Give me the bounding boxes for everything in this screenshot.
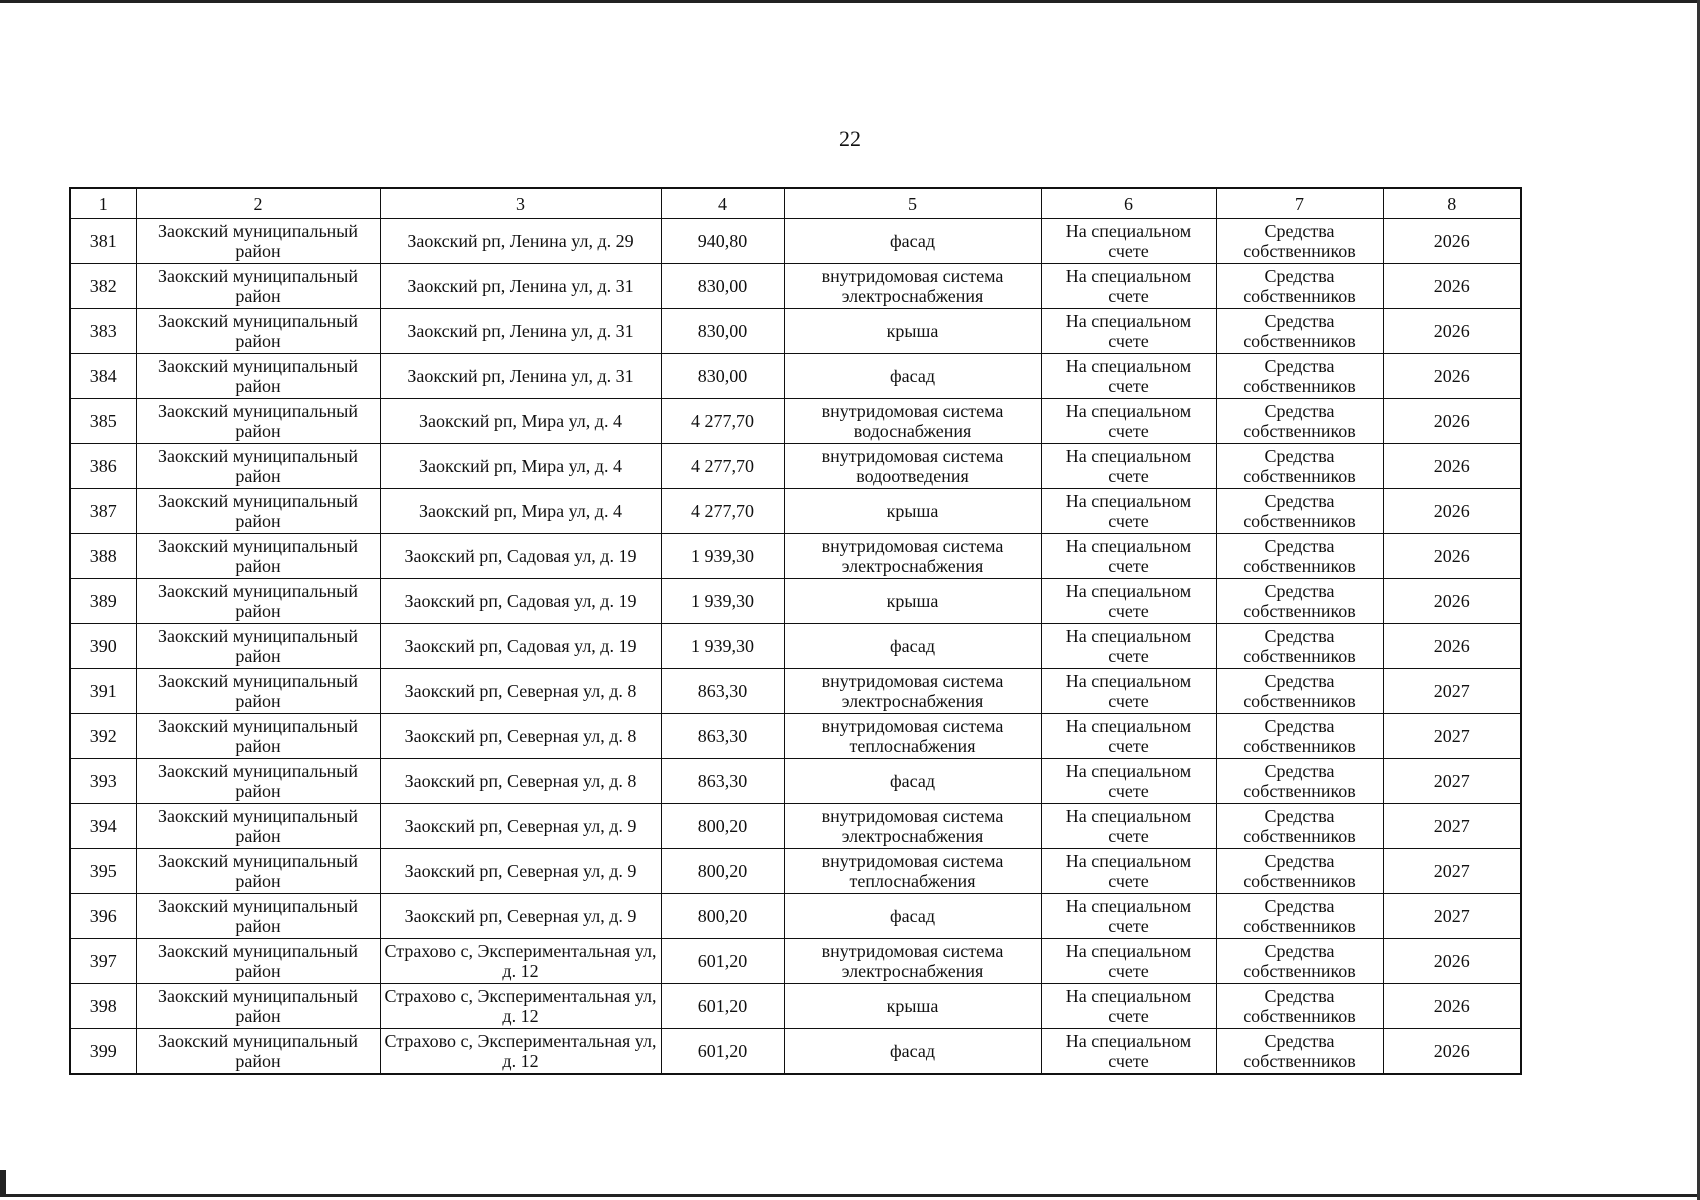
address-cell: Заокский рп, Ленина ул, д. 31 bbox=[380, 354, 661, 399]
account-type-cell: На специальном счете bbox=[1041, 849, 1216, 894]
account-type-cell: На специальном счете bbox=[1041, 804, 1216, 849]
address-cell: Заокский рп, Ленина ул, д. 31 bbox=[380, 309, 661, 354]
column-number-header: 7 bbox=[1216, 188, 1383, 219]
funding-source-cell: Средства собственников bbox=[1216, 849, 1383, 894]
column-number-header-row bbox=[70, 188, 1521, 219]
account-type-cell: На специальном счете bbox=[1041, 714, 1216, 759]
table-row bbox=[70, 219, 1521, 264]
address-cell: Заокский рп, Садовая ул, д. 19 bbox=[380, 579, 661, 624]
work-type-cell: внутридомовая система электроснабжения bbox=[784, 804, 1041, 849]
district-cell: Заокский муниципальный район bbox=[136, 894, 380, 939]
row-number-cell: 389 bbox=[70, 579, 136, 624]
table-row bbox=[70, 804, 1521, 849]
row-number-cell: 394 bbox=[70, 804, 136, 849]
district-cell: Заокский муниципальный район bbox=[136, 984, 380, 1029]
address-cell: Заокский рп, Северная ул, д. 8 bbox=[380, 669, 661, 714]
address-cell: Страхово с, Экспериментальная ул, д. 12 bbox=[380, 1029, 661, 1075]
row-number-cell: 382 bbox=[70, 264, 136, 309]
row-number-cell: 399 bbox=[70, 1029, 136, 1075]
account-type-cell: На специальном счете bbox=[1041, 534, 1216, 579]
area-cell: 601,20 bbox=[661, 984, 784, 1029]
account-type-cell: На специальном счете bbox=[1041, 894, 1216, 939]
area-cell: 940,80 bbox=[661, 219, 784, 264]
area-cell: 601,20 bbox=[661, 939, 784, 984]
table-row bbox=[70, 579, 1521, 624]
district-cell: Заокский муниципальный район bbox=[136, 444, 380, 489]
work-type-cell: фасад bbox=[784, 759, 1041, 804]
row-number-cell: 390 bbox=[70, 624, 136, 669]
funding-source-cell: Средства собственников bbox=[1216, 264, 1383, 309]
row-number-cell: 385 bbox=[70, 399, 136, 444]
district-cell: Заокский муниципальный район bbox=[136, 309, 380, 354]
district-cell: Заокский муниципальный район bbox=[136, 489, 380, 534]
account-type-cell: На специальном счете bbox=[1041, 624, 1216, 669]
funding-source-cell: Средства собственников bbox=[1216, 624, 1383, 669]
funding-source-cell: Средства собственников bbox=[1216, 984, 1383, 1029]
funding-source-cell: Средства собственников bbox=[1216, 759, 1383, 804]
year-cell: 2026 bbox=[1383, 489, 1521, 534]
area-cell: 830,00 bbox=[661, 264, 784, 309]
area-cell: 863,30 bbox=[661, 759, 784, 804]
work-type-cell: внутридомовая система электроснабжения bbox=[784, 264, 1041, 309]
year-cell: 2026 bbox=[1383, 984, 1521, 1029]
area-cell: 800,20 bbox=[661, 894, 784, 939]
area-cell: 1 939,30 bbox=[661, 624, 784, 669]
year-cell: 2026 bbox=[1383, 1029, 1521, 1075]
funding-source-cell: Средства собственников bbox=[1216, 444, 1383, 489]
address-cell: Заокский рп, Северная ул, д. 8 bbox=[380, 714, 661, 759]
account-type-cell: На специальном счете bbox=[1041, 1029, 1216, 1075]
funding-source-cell: Средства собственников bbox=[1216, 219, 1383, 264]
table-row bbox=[70, 939, 1521, 984]
page-number: 22 bbox=[839, 126, 861, 151]
address-cell: Заокский рп, Мира ул, д. 4 bbox=[380, 489, 661, 534]
table-row bbox=[70, 624, 1521, 669]
district-cell: Заокский муниципальный район bbox=[136, 579, 380, 624]
table-row bbox=[70, 489, 1521, 534]
scan-edge-bottom bbox=[0, 1194, 1700, 1197]
account-type-cell: На специальном счете bbox=[1041, 264, 1216, 309]
funding-source-cell: Средства собственников bbox=[1216, 309, 1383, 354]
address-cell: Заокский рп, Ленина ул, д. 29 bbox=[380, 219, 661, 264]
address-cell: Заокский рп, Мира ул, д. 4 bbox=[380, 444, 661, 489]
work-type-cell: крыша bbox=[784, 579, 1041, 624]
address-cell: Заокский рп, Садовая ул, д. 19 bbox=[380, 534, 661, 579]
address-cell: Страхово с, Экспериментальная ул, д. 12 bbox=[380, 939, 661, 984]
district-cell: Заокский муниципальный район bbox=[136, 669, 380, 714]
year-cell: 2026 bbox=[1383, 624, 1521, 669]
funding-source-cell: Средства собственников bbox=[1216, 714, 1383, 759]
work-type-cell: внутридомовая система теплоснабжения bbox=[784, 714, 1041, 759]
row-number-cell: 388 bbox=[70, 534, 136, 579]
table-row bbox=[70, 714, 1521, 759]
address-cell: Заокский рп, Ленина ул, д. 31 bbox=[380, 264, 661, 309]
funding-source-cell: Средства собственников bbox=[1216, 939, 1383, 984]
year-cell: 2026 bbox=[1383, 939, 1521, 984]
funding-source-cell: Средства собственников bbox=[1216, 534, 1383, 579]
funding-source-cell: Средства собственников bbox=[1216, 894, 1383, 939]
row-number-cell: 383 bbox=[70, 309, 136, 354]
work-type-cell: фасад bbox=[784, 624, 1041, 669]
table-row bbox=[70, 1029, 1521, 1075]
work-type-cell: крыша bbox=[784, 309, 1041, 354]
address-cell: Заокский рп, Северная ул, д. 9 bbox=[380, 849, 661, 894]
column-number-header: 8 bbox=[1383, 188, 1521, 219]
work-type-cell: внутридомовая система водоснабжения bbox=[784, 399, 1041, 444]
row-number-cell: 392 bbox=[70, 714, 136, 759]
work-type-cell: крыша bbox=[784, 984, 1041, 1029]
funding-source-cell: Средства собственников bbox=[1216, 669, 1383, 714]
area-cell: 800,20 bbox=[661, 849, 784, 894]
table-row bbox=[70, 444, 1521, 489]
table-row bbox=[70, 984, 1521, 1029]
work-type-cell: внутридомовая система электроснабжения bbox=[784, 669, 1041, 714]
year-cell: 2026 bbox=[1383, 219, 1521, 264]
work-type-cell: фасад bbox=[784, 354, 1041, 399]
year-cell: 2027 bbox=[1383, 849, 1521, 894]
district-cell: Заокский муниципальный район bbox=[136, 534, 380, 579]
work-type-cell: фасад bbox=[784, 894, 1041, 939]
address-cell: Заокский рп, Мира ул, д. 4 bbox=[380, 399, 661, 444]
capital-repair-table-wrap bbox=[69, 187, 1522, 1075]
column-number-header: 1 bbox=[70, 188, 136, 219]
account-type-cell: На специальном счете bbox=[1041, 759, 1216, 804]
row-number-cell: 395 bbox=[70, 849, 136, 894]
work-type-cell: внутридомовая система электроснабжения bbox=[784, 939, 1041, 984]
area-cell: 830,00 bbox=[661, 354, 784, 399]
year-cell: 2026 bbox=[1383, 534, 1521, 579]
column-number-header: 3 bbox=[380, 188, 661, 219]
column-number-header: 2 bbox=[136, 188, 380, 219]
area-cell: 800,20 bbox=[661, 804, 784, 849]
year-cell: 2026 bbox=[1383, 579, 1521, 624]
work-type-cell: внутридомовая система теплоснабжения bbox=[784, 849, 1041, 894]
row-number-cell: 396 bbox=[70, 894, 136, 939]
funding-source-cell: Средства собственников bbox=[1216, 354, 1383, 399]
table-row bbox=[70, 894, 1521, 939]
year-cell: 2026 bbox=[1383, 444, 1521, 489]
year-cell: 2026 bbox=[1383, 309, 1521, 354]
district-cell: Заокский муниципальный район bbox=[136, 939, 380, 984]
funding-source-cell: Средства собственников bbox=[1216, 579, 1383, 624]
district-cell: Заокский муниципальный район bbox=[136, 624, 380, 669]
work-type-cell: крыша bbox=[784, 489, 1041, 534]
account-type-cell: На специальном счете bbox=[1041, 309, 1216, 354]
area-cell: 4 277,70 bbox=[661, 489, 784, 534]
area-cell: 863,30 bbox=[661, 669, 784, 714]
column-number-header: 5 bbox=[784, 188, 1041, 219]
row-number-cell: 381 bbox=[70, 219, 136, 264]
district-cell: Заокский муниципальный район bbox=[136, 849, 380, 894]
area-cell: 830,00 bbox=[661, 309, 784, 354]
row-number-cell: 398 bbox=[70, 984, 136, 1029]
address-cell: Заокский рп, Северная ул, д. 9 bbox=[380, 804, 661, 849]
table-row bbox=[70, 849, 1521, 894]
scan-edge-top bbox=[0, 0, 1700, 3]
account-type-cell: На специальном счете bbox=[1041, 984, 1216, 1029]
address-cell: Заокский рп, Северная ул, д. 9 bbox=[380, 894, 661, 939]
account-type-cell: На специальном счете bbox=[1041, 579, 1216, 624]
funding-source-cell: Средства собственников bbox=[1216, 1029, 1383, 1075]
year-cell: 2026 bbox=[1383, 264, 1521, 309]
year-cell: 2027 bbox=[1383, 804, 1521, 849]
table-row bbox=[70, 399, 1521, 444]
row-number-cell: 386 bbox=[70, 444, 136, 489]
year-cell: 2027 bbox=[1383, 759, 1521, 804]
district-cell: Заокский муниципальный район bbox=[136, 804, 380, 849]
year-cell: 2027 bbox=[1383, 714, 1521, 759]
table-row bbox=[70, 354, 1521, 399]
row-number-cell: 387 bbox=[70, 489, 136, 534]
area-cell: 1 939,30 bbox=[661, 534, 784, 579]
column-number-header: 6 bbox=[1041, 188, 1216, 219]
area-cell: 1 939,30 bbox=[661, 579, 784, 624]
account-type-cell: На специальном счете bbox=[1041, 354, 1216, 399]
work-type-cell: фасад bbox=[784, 219, 1041, 264]
funding-source-cell: Средства собственников bbox=[1216, 804, 1383, 849]
area-cell: 4 277,70 bbox=[661, 444, 784, 489]
funding-source-cell: Средства собственников bbox=[1216, 399, 1383, 444]
table-body bbox=[70, 188, 1521, 1074]
address-cell: Заокский рп, Садовая ул, д. 19 bbox=[380, 624, 661, 669]
work-type-cell: внутридомовая система водоотведения bbox=[784, 444, 1041, 489]
table-row bbox=[70, 309, 1521, 354]
funding-source-cell: Средства собственников bbox=[1216, 489, 1383, 534]
district-cell: Заокский муниципальный район bbox=[136, 759, 380, 804]
district-cell: Заокский муниципальный район bbox=[136, 219, 380, 264]
account-type-cell: На специальном счете bbox=[1041, 939, 1216, 984]
area-cell: 601,20 bbox=[661, 1029, 784, 1075]
work-type-cell: внутридомовая система электроснабжения bbox=[784, 534, 1041, 579]
year-cell: 2027 bbox=[1383, 669, 1521, 714]
table-row bbox=[70, 264, 1521, 309]
district-cell: Заокский муниципальный район bbox=[136, 264, 380, 309]
table-row bbox=[70, 669, 1521, 714]
address-cell: Заокский рп, Северная ул, д. 8 bbox=[380, 759, 661, 804]
account-type-cell: На специальном счете bbox=[1041, 444, 1216, 489]
scan-edge-mark bbox=[0, 1170, 6, 1196]
district-cell: Заокский муниципальный район bbox=[136, 399, 380, 444]
table-row bbox=[70, 759, 1521, 804]
capital-repair-table bbox=[69, 187, 1522, 1075]
area-cell: 863,30 bbox=[661, 714, 784, 759]
row-number-cell: 391 bbox=[70, 669, 136, 714]
account-type-cell: На специальном счете bbox=[1041, 399, 1216, 444]
district-cell: Заокский муниципальный район bbox=[136, 1029, 380, 1075]
year-cell: 2026 bbox=[1383, 354, 1521, 399]
district-cell: Заокский муниципальный район bbox=[136, 714, 380, 759]
year-cell: 2027 bbox=[1383, 894, 1521, 939]
address-cell: Страхово с, Экспериментальная ул, д. 12 bbox=[380, 984, 661, 1029]
row-number-cell: 397 bbox=[70, 939, 136, 984]
account-type-cell: На специальном счете bbox=[1041, 219, 1216, 264]
work-type-cell: фасад bbox=[784, 1029, 1041, 1075]
district-cell: Заокский муниципальный район bbox=[136, 354, 380, 399]
table-row bbox=[70, 534, 1521, 579]
account-type-cell: На специальном счете bbox=[1041, 669, 1216, 714]
row-number-cell: 393 bbox=[70, 759, 136, 804]
year-cell: 2026 bbox=[1383, 399, 1521, 444]
account-type-cell: На специальном счете bbox=[1041, 489, 1216, 534]
row-number-cell: 384 bbox=[70, 354, 136, 399]
area-cell: 4 277,70 bbox=[661, 399, 784, 444]
column-number-header: 4 bbox=[661, 188, 784, 219]
